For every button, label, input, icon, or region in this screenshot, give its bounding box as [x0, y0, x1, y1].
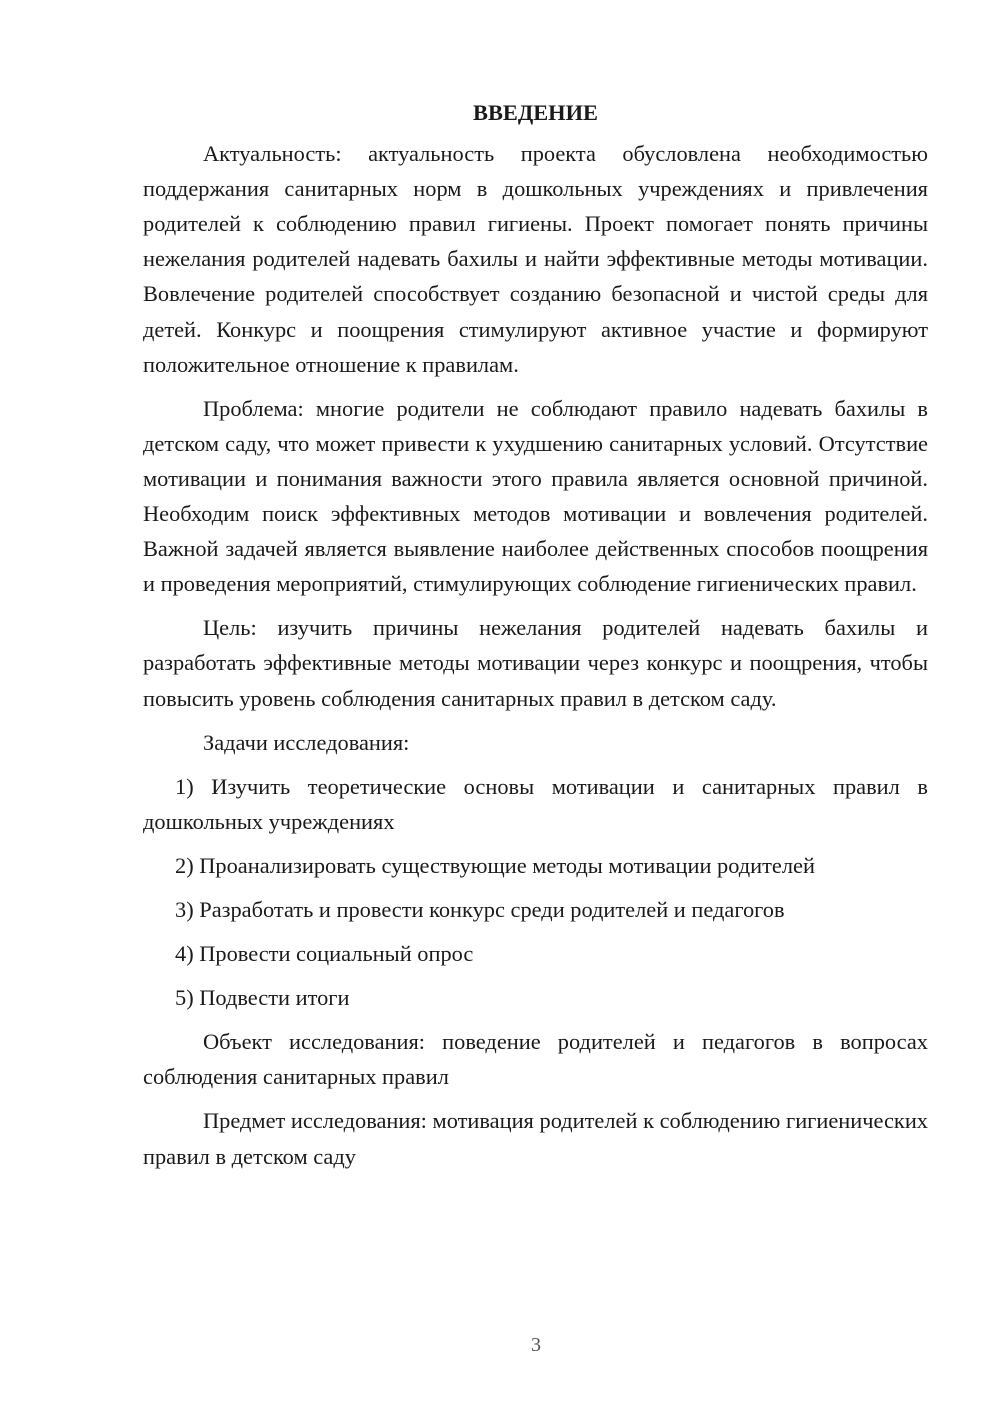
task-item: 3) Разработать и провести конкурс среди родителей и педагогов — [175, 896, 785, 922]
document-page — [143, 95, 928, 1183]
page-number: 3 — [531, 1334, 541, 1356]
task-item: 5) Подвести итоги — [175, 985, 350, 1011]
task-item: 4) Провести социальный опрос — [175, 941, 474, 967]
subject-paragraph: Предмет исследования: мотивация родителей к соблюдению гигиенических правил в детском саду — [143, 1108, 928, 1169]
object-paragraph: Объект исследования: поведение родителей и педагогов в вопросах соблюдения санитарных правил — [143, 1029, 928, 1090]
task-item: 1) Изучить теоретические основы мотивации и санитарных правил в дошкольных учреждениях — [143, 773, 928, 834]
task-item: 2) Проанализировать существующие методы мотивации родителей — [175, 852, 815, 878]
goal-paragraph: Цель: изучить причины нежелания родителей надевать бахилы и разработать эффективные методы мотивации через конкурс и поощрения, чтобы повысить уровень соблюдения санитарных правил в детском саду. — [143, 615, 928, 711]
problem-paragraph: Проблема: многие родители не соблюдают правило надевать бахилы в детском саду, что может привести к ухудшению санитарных условий. Отсутствие мотивации и понимания важности этого правила является основной причиной. Необходим поиск эффективных методов мотивации и вовлечения родителей. Важной задачей является выявление наиболее действенных способов поощрения и проведения мероприятий, стимулирующих соблюдение гигиенических правил. — [143, 395, 928, 597]
tasks-heading: Задачи исследования: — [203, 729, 410, 755]
relevance-paragraph: Актуальность: актуальность проекта обусловлена необходимостью поддержания санитарных норм в дошкольных учреждениях и привлечения родителей к соблюдению правил гигиены. Проект помогает понять причины нежелания родителей надевать бахилы и найти эффективные методы мотивации. Вовлечение родителей способствует созданию безопасной и чистой среды для детей. Конкурс и поощрения стимулируют активное участие и формируют положительное отношение к правилам. — [143, 141, 928, 377]
section-title: ВВЕДЕНИЕ — [473, 100, 598, 125]
